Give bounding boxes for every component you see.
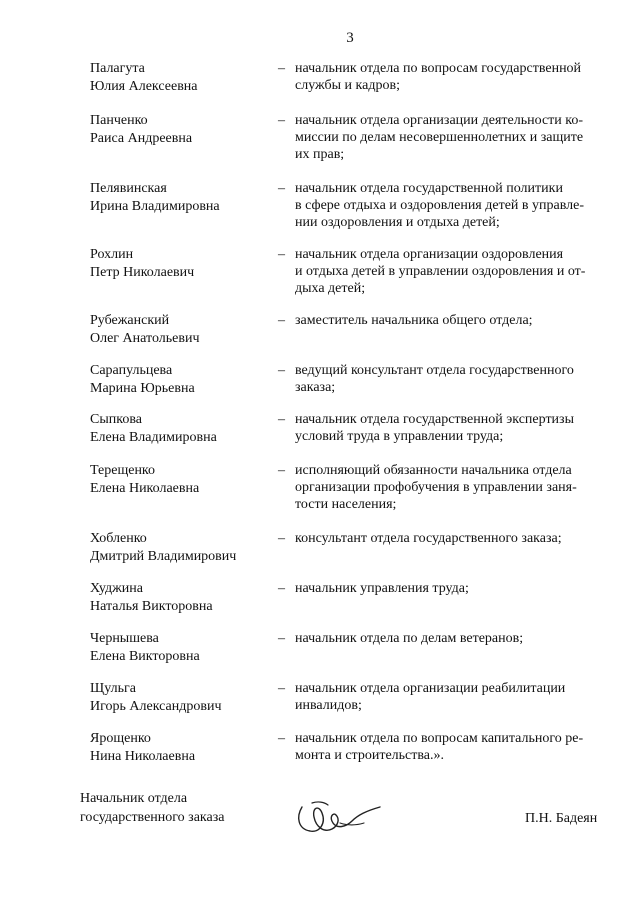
member-role: ведущий консультант отдела государственного заказа; [295, 363, 574, 395]
member-role: начальник отдела организации оздоровления и отдыха детей в управлении оздоровления и от- дыха детей; [295, 247, 586, 296]
member-name: Ярощенко Нина Николаевна [90, 731, 196, 764]
member-role: начальник отдела организации деятельности ко- миссии по делам несовершеннолетних и защите их прав; [295, 113, 584, 162]
member-role: исполняющий обязанности начальника отдела организации профобучения в управлении заня- тости населения; [295, 463, 577, 512]
member-name: Рубежанский Олег Анатольевич [90, 313, 200, 346]
member-role: начальник отдела по вопросам капитального ре- монта и строительства.». [295, 731, 584, 763]
member-dash: – [278, 247, 285, 262]
member-role: заместитель начальника общего отдела; [295, 313, 533, 328]
member-dash: – [278, 113, 285, 128]
member-role: начальник отдела по делам ветеранов; [295, 631, 524, 646]
signatory-position: Начальник отдела государственного заказа [80, 791, 225, 825]
handwritten-signature [288, 793, 388, 841]
member-dash: – [278, 681, 285, 696]
member-name: Терещенко Елена Николаевна [90, 463, 200, 496]
member-name: Худжина Наталья Викторовна [90, 581, 213, 614]
member-role: консультант отдела государственного заказа; [295, 531, 562, 546]
member-name: Пелявинская Ирина Владимировна [90, 181, 220, 214]
member-dash: – [278, 181, 285, 196]
member-dash: – [278, 531, 285, 546]
member-dash: – [278, 363, 285, 378]
member-name: Хобленко Дмитрий Владимирович [90, 531, 237, 564]
page-number: 3 [346, 30, 354, 46]
member-dash: – [278, 313, 285, 328]
member-role: начальник отдела организации реабилитации инвалидов; [295, 681, 566, 713]
member-dash: – [278, 581, 285, 596]
member-name: Щульга Игорь Александрович [90, 681, 222, 714]
member-dash: – [278, 463, 285, 478]
member-role: начальник отдела государственной политики в сфере отдыха и оздоровления детей в управле- нии оздоровления и отдыха детей; [295, 181, 585, 230]
member-dash: – [278, 412, 285, 427]
member-dash: – [278, 631, 285, 646]
member-name: Чернышева Елена Викторовна [90, 631, 200, 664]
member-dash: – [278, 731, 285, 746]
member-name: Палагута Юлия Алексеевна [90, 61, 198, 94]
member-name: Панченко Раиса Андреевна [90, 113, 193, 146]
member-name: Сыпкова Елена Владимировна [90, 412, 217, 445]
member-role: начальник отдела по вопросам государственной службы и кадров; [295, 61, 582, 93]
member-name: Сарапульцева Марина Юрьевна [90, 363, 195, 396]
signer-name: П.Н. Бадеян [525, 811, 598, 826]
member-dash: – [278, 61, 285, 76]
member-name: Рохлин Петр Николаевич [90, 247, 195, 280]
member-role: начальник отдела государственной экспертизы условий труда в управлении труда; [295, 412, 574, 444]
member-role: начальник управления труда; [295, 581, 469, 596]
